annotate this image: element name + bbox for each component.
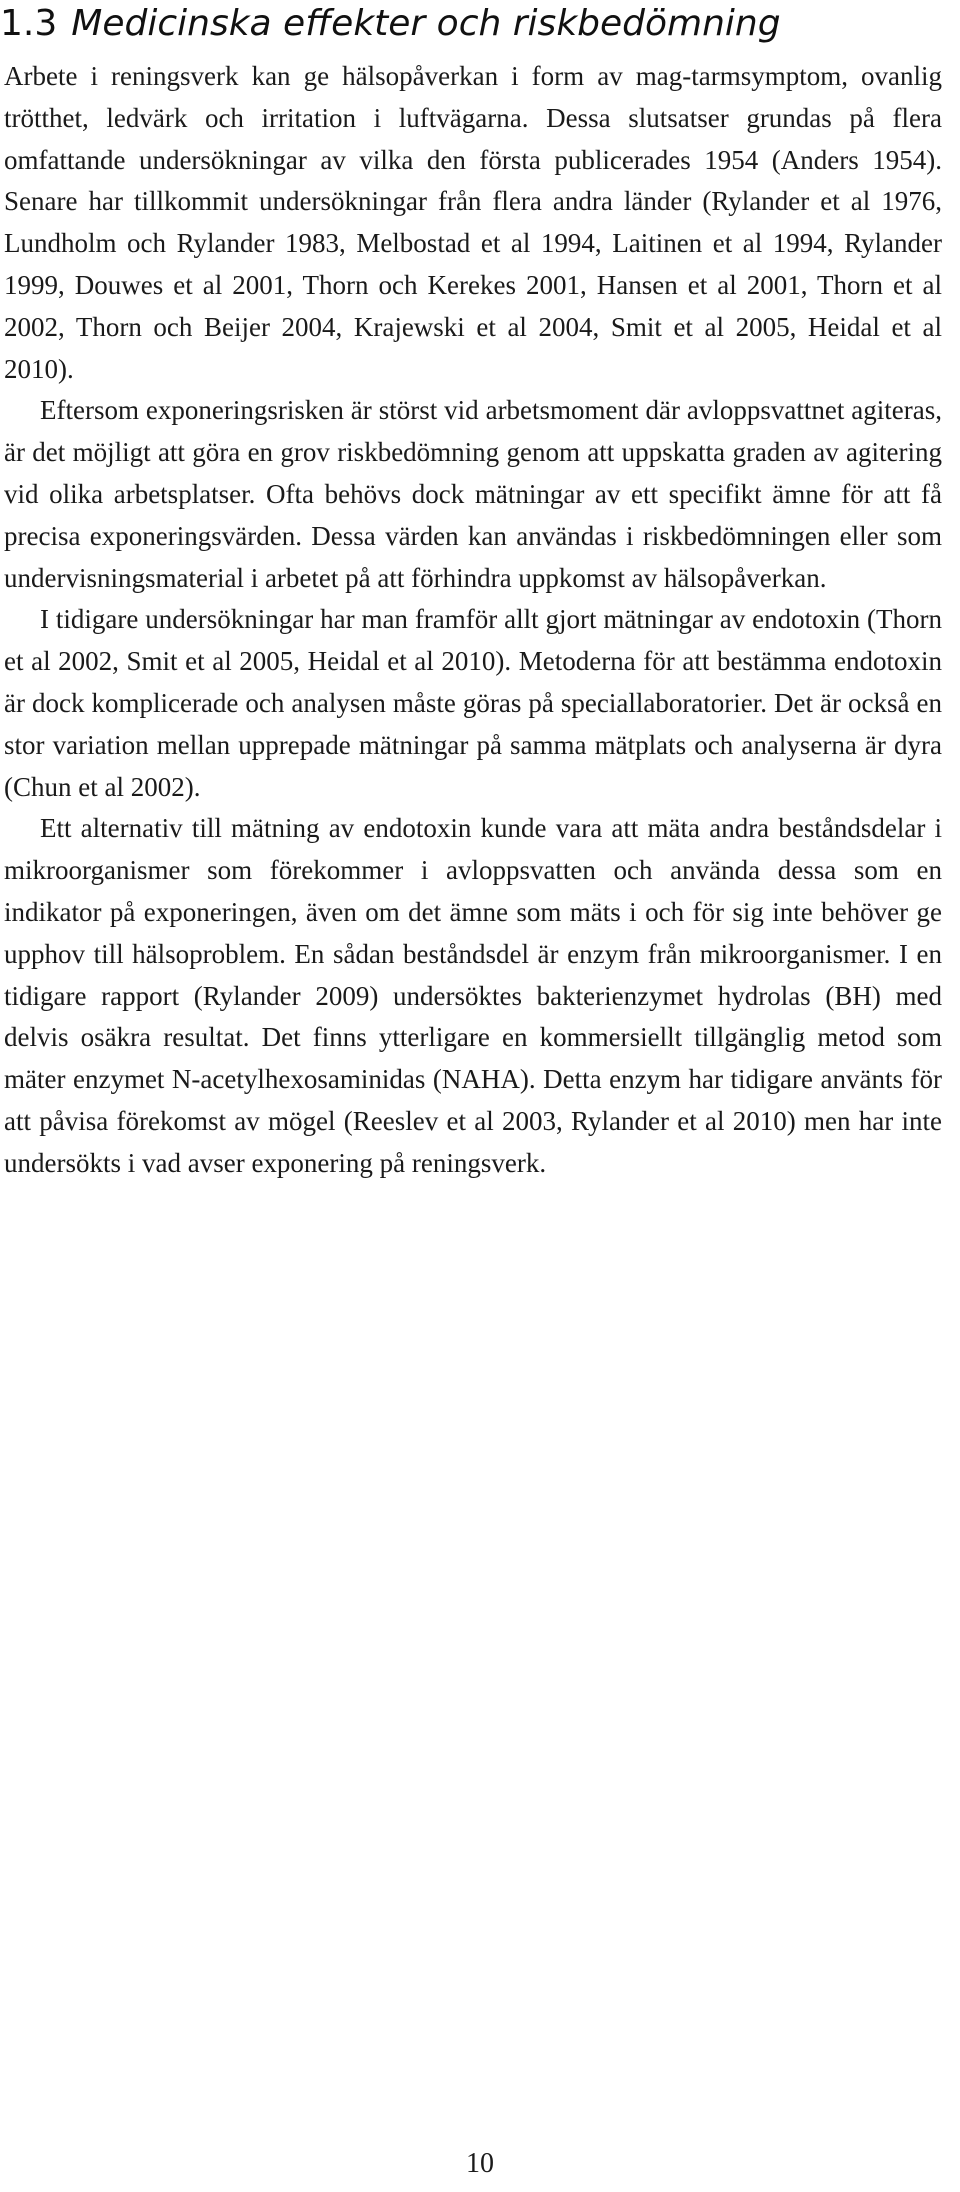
paragraph-enzyme-alternative: Ett alternativ till mätning av endotoxin kunde vara att mäta andra beståndsdelar i mikroorganismer som förekommer i avloppsvatten och använda dessa som en indikator på exponeringen, även om det ämne som mäts i och för sig inte behöver ge upphov till hälsoproblem. En sådan beståndsdel är enzym från mikroorganismer. I en tidigare rapport (Rylander 2009) undersöktes bakterienzymet hydrolas (BH) med delvis osäkra resultat. Det finns ytterligare en kommersiellt tillgänglig metod som mäter enzymet N-acetylhexosaminidas (NAHA). Detta enzym har tidigare använts för att påvisa förekomst av mögel (Reeslev et al 2003, Rylander et al 2010) men har inte undersökts i vad avser exponering på reningsverk.: [4, 813, 942, 1178]
body-text: [4, 56, 942, 1185]
page-number: 10: [466, 2148, 494, 2179]
section-title: Medicinska effekter och riskbedömning: [71, 3, 781, 44]
section-heading: [0, 2, 781, 46]
paragraph-exposure-risk: Eftersom exponeringsrisken är störst vid arbetsmoment där avloppsvattnet agiteras, är det möjligt att göra en grov riskbedömning genom att uppskatta graden av agitering vid olika arbetsplatser. Ofta behövs dock mätningar av ett specifikt ämne för att få precisa exponeringsvärden. Dessa värden kan användas i riskbedömningen eller som undervisningsmaterial i arbetet på att förhindra uppkomst av hälsopåverkan.: [4, 395, 942, 593]
section-number: 1.3: [0, 3, 58, 44]
paragraph-endotoxin-measurements: I tidigare undersökningar har man framför allt gjort mätningar av endotoxin (Thorn et al 2002, Smit et al 2005, Heidal et al 2010). Metoderna för att bestämma endotoxin är dock komplicerade och analysen måste göras på speciallaboratorier. Det är också en stor variation mellan upprepade mätningar på samma mätplats och analyserna är dyra (Chun et al 2002).: [4, 604, 942, 802]
paragraph-health-effects: Arbete i reningsverk kan ge hälsopåverkan i form av mag-tarmsymptom, ovanlig trötthet, ledvärk och irritation i luftvägarna. Dessa slutsatser grundas på flera omfattande undersökningar av vilka den första publicerades 1954 (Anders 1954). Senare har tillkommit undersökningar från flera andra länder (Rylander et al 1976, Lundholm och Rylander 1983, Melbostad et al 1994, Laitinen et al 1994, Rylander 1999, Douwes et al 2001, Thorn och Kerekes 2001, Hansen et al 2001, Thorn et al 2002, Thorn och Beijer 2004, Krajewski et al 2004, Smit et al 2005, Heidal et al 2010).: [4, 61, 942, 384]
